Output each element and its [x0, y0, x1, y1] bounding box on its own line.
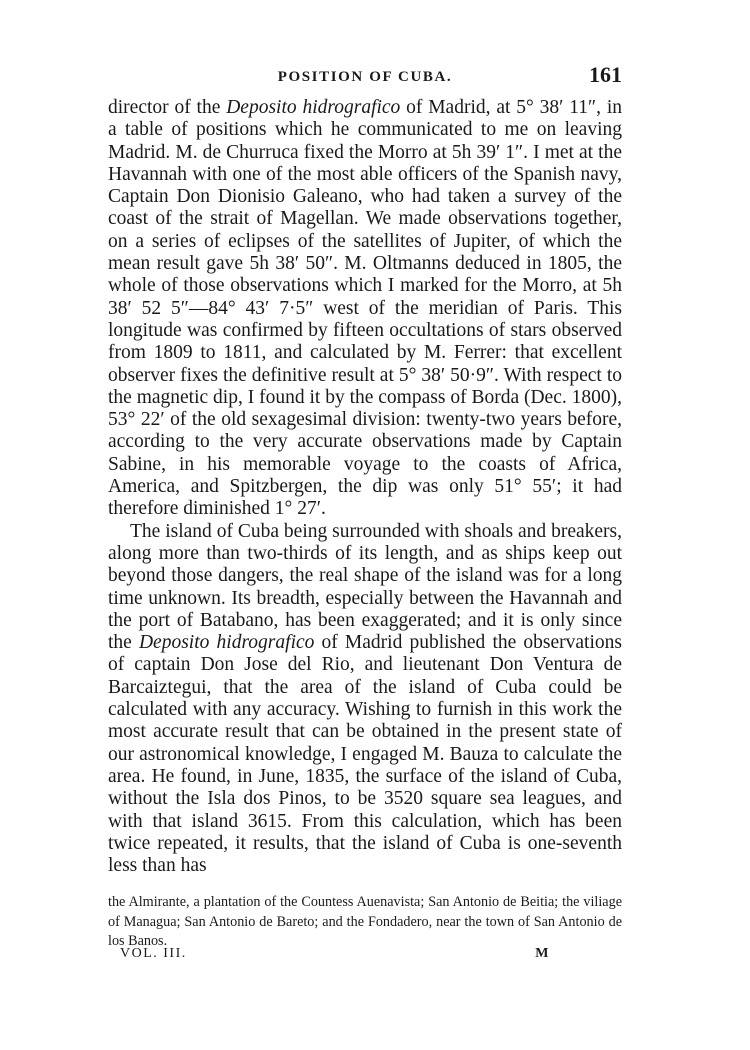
- footnote: the Almirante, a plantation of the Countess Auenavista; San Antonio de Beitia; the viliage of Managua; San Antonio de Bareto; and the Fondadero, near the town of San Antonio de los Banos.: [108, 894, 622, 950]
- signature-line: [120, 946, 550, 968]
- volume-label: VOL. III.: [120, 946, 187, 961]
- paragraph-text: director of the: [108, 97, 227, 118]
- paragraph-text: of Madrid published the observations of captain Don Jose del Rio, and lieutenant Don Ventura de Barcaiztegui, that the area of the island of Cuba could be calculated with any accuracy. Wishing to furnish in this work the most accurate result that can be obtained in the present state of our astronomical knowledge, I engaged M. Bauza to calculate the area. He found, in June, 1835, the surface of the island of Cuba, without the Isla dos Pinos, to be 3520 square sea leagues, and with that island 3615. From this calculation, which has been twice repeated, it results, that the island of Cuba is one-seventh less than has: [108, 632, 622, 877]
- paragraph-text: The island of Cuba being surrounded with shoals and breakers, along more than two-thirds of its length, and as ships keep out beyond those dangers, the real shape of the island was for a long time unknown. Its breadth, especially between the Havannah and the port of Batabano, has been exaggerated; and it is only since the: [108, 520, 622, 654]
- paragraph-text: of Madrid, at 5° 38′ 11″, in a table of positions which he communicated to me on leaving Madrid. M. de Churruca fixed the Morro at 5h 39′ 1″. I met at the Havannah with one of the most able officers of the Spanish navy, Captain Don Dionisio Galeano, who had taken a survey of the coast of the strait of Magellan. We made observations together, on a series of eclipses of the satellites of Jupiter, of which the mean result gave 5h 38′ 50″. M. Oltmanns deduced in 1805, the whole of those observations which I marked for the Morro, at 5h 38′ 52 5″—84° 43′ 7·5″ west of the meridian of Paris. This longitude was confirmed by fifteen occultations of stars observed from 1809 to 1811, and calculated by M. Ferrer: that excellent observer fixes the definitive result at 5° 38′ 50·9″. With respect to the magnetic dip, I found it by the compass of Borda (Dec. 1800), 53° 22′ of the old sexagesimal division: twenty-two years before, according to the very accurate observations made by Captain Sabine, in his memorable voyage to the coasts of Africa, America, and Spitzbergen, the dip was only 51° 55′; it had therefore diminished 1° 27′.: [108, 97, 622, 520]
- signature-letter: M: [535, 946, 550, 961]
- running-head: [108, 62, 622, 92]
- paragraph: [108, 97, 622, 521]
- running-title: POSITION OF CUBA.: [277, 69, 453, 85]
- paragraph: [108, 521, 622, 878]
- italic-title: Deposito hidrografico: [138, 632, 315, 654]
- italic-title: Deposito hidrografico: [226, 97, 401, 118]
- body-text: [108, 97, 622, 877]
- page-number: 161: [589, 62, 622, 87]
